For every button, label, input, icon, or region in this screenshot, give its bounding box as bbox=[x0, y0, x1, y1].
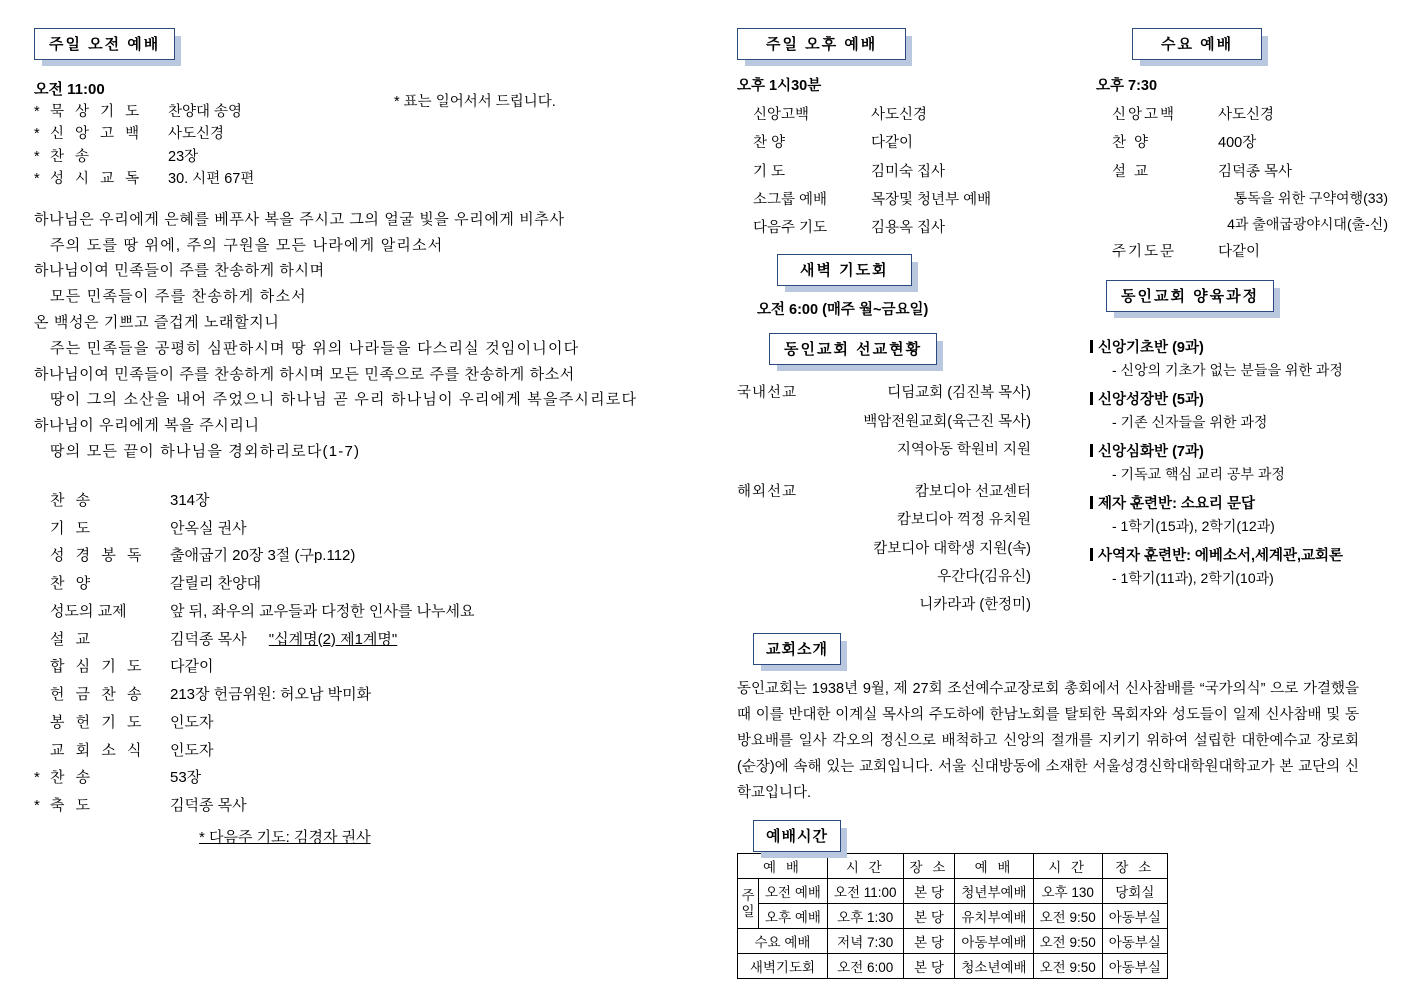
course-entry bbox=[1090, 336, 1390, 380]
standing-star: * bbox=[34, 797, 40, 815]
order-row bbox=[34, 487, 674, 515]
order-label: 찬 송 bbox=[50, 491, 94, 509]
standing-star: * bbox=[34, 769, 40, 787]
wednesday-sermon-sub1: 통독을 위한 구약여행(33) bbox=[1233, 189, 1388, 206]
domestic-mission bbox=[737, 379, 1037, 464]
order-label: 성도의 교제 bbox=[50, 602, 127, 620]
col-header: 예 배 bbox=[955, 854, 1033, 879]
cell: 오전 9:50 bbox=[1033, 929, 1102, 954]
order-value: 사도신경 bbox=[1218, 107, 1275, 123]
course-title: 신앙기초반 (9과) bbox=[1098, 339, 1204, 356]
sunday-morning-section bbox=[34, 28, 674, 847]
cell: 오후 130 bbox=[1033, 879, 1102, 904]
course-desc: - 기존 신자들을 위한 과정 bbox=[1112, 413, 1268, 430]
col-header: 장 소 bbox=[903, 854, 955, 879]
order-label: 설 교 bbox=[50, 630, 94, 648]
order-value: 53장 bbox=[170, 769, 202, 787]
col-header: 장 소 bbox=[1102, 854, 1167, 879]
course-desc: - 신앙의 기초가 없는 분들을 위한 과정 bbox=[1112, 361, 1343, 378]
mission-item: 니카라과 (한정미) bbox=[919, 597, 1031, 614]
course-heading-wrap bbox=[1106, 280, 1390, 312]
order-label: 찬 송 bbox=[50, 148, 93, 165]
order-row bbox=[34, 709, 674, 737]
mission-item: 우간다(김유신) bbox=[937, 568, 1031, 585]
sunday-afternoon-heading-wrap bbox=[737, 28, 1037, 60]
order-value: 인도자 bbox=[170, 713, 214, 731]
wednesday-order-row bbox=[1090, 101, 1390, 129]
order-value: 김덕종 목사 bbox=[170, 630, 247, 648]
day-label-2: 일 bbox=[741, 903, 755, 919]
overseas-mission bbox=[737, 478, 1037, 619]
order-value: 안옥실 권사 bbox=[170, 519, 247, 537]
afternoon-order-row bbox=[737, 101, 1037, 129]
cell: 청소년예배 bbox=[955, 954, 1033, 979]
wednesday-sermon-sub2: 4과 출애굽광야시대(출-신) bbox=[1227, 215, 1388, 232]
order-label: 설 교 bbox=[1112, 163, 1151, 180]
order-label: 주기도문 bbox=[1112, 243, 1177, 260]
order-label: 기 도 bbox=[50, 519, 94, 537]
col-header: 시 간 bbox=[1033, 854, 1102, 879]
order-label: 소그룹 예배 bbox=[753, 191, 828, 208]
order-label: 신앙고백 bbox=[753, 107, 810, 123]
table-row bbox=[738, 954, 1168, 979]
order-value: 213장 헌금위원: 허오남 박미화 bbox=[170, 686, 372, 704]
order-label: 찬 양 bbox=[753, 135, 786, 152]
col-header: 예 배 bbox=[738, 854, 828, 879]
reading-line: 하나님이 우리에게 복을 주시리니 bbox=[34, 417, 260, 435]
reading-line: 땅이 그의 소산을 내어 주었으니 하나님 곧 우리 하나님이 우리에게 복을주시리로다 bbox=[50, 391, 638, 409]
cell: 오전 11:00 bbox=[827, 879, 903, 904]
table-row bbox=[738, 879, 1168, 904]
reading-line: 주의 도를 땅 위에, 주의 구원을 모든 나라에게 알리소서 bbox=[50, 236, 444, 254]
order-label: 성 시 교 독 bbox=[50, 171, 143, 188]
order-label: 신 앙 고 백 bbox=[50, 126, 143, 143]
day-label-cell bbox=[738, 879, 759, 929]
next-week-prayer: * 다음주 기도: 김경자 권사 bbox=[199, 828, 371, 846]
order-row bbox=[34, 146, 674, 168]
cell: 수요 예배 bbox=[738, 929, 828, 954]
wednesday-order-row bbox=[1090, 158, 1390, 186]
mission-heading: 동인교회 선교현황 bbox=[769, 333, 937, 365]
order-value: 찬양대 송영 bbox=[168, 104, 243, 120]
cell: 저녁 7:30 bbox=[827, 929, 903, 954]
order-label: 찬 송 bbox=[50, 769, 94, 787]
mission-item: 캄보디아 대학생 지원(속) bbox=[873, 540, 1031, 557]
afternoon-order-row bbox=[737, 129, 1037, 157]
order-row bbox=[34, 168, 674, 190]
bullet-bar-icon bbox=[1090, 340, 1093, 353]
bullet-bar-icon bbox=[1090, 496, 1093, 509]
course-entry bbox=[1090, 388, 1390, 432]
order-value: 23장 bbox=[168, 148, 199, 165]
order-label: 찬 양 bbox=[50, 575, 94, 593]
cell: 본 당 bbox=[903, 954, 955, 979]
standing-star: * bbox=[34, 104, 40, 120]
wednesday-heading-wrap bbox=[1132, 28, 1390, 60]
responsive-reading bbox=[34, 207, 674, 465]
cell: 본 당 bbox=[903, 879, 955, 904]
table-row bbox=[738, 904, 1168, 929]
order-value: 목장및 청년부 예배 bbox=[871, 191, 992, 208]
worship-order-list bbox=[34, 487, 674, 847]
reading-line: 주는 민족들을 공평히 심판하시며 땅 위의 나라들을 다스리실 것임이니이다 bbox=[50, 339, 580, 357]
order-row-sermon bbox=[34, 626, 674, 654]
order-row bbox=[34, 542, 674, 570]
order-row bbox=[34, 123, 674, 145]
domestic-mission-label: 국내선교 bbox=[737, 385, 798, 402]
cell: 아동부실 bbox=[1102, 929, 1167, 954]
reading-line: 하나님이여 민족들이 주를 찬송하게 하시며 bbox=[34, 262, 325, 280]
cell: 오후 예배 bbox=[759, 904, 828, 929]
cell: 아동부실 bbox=[1102, 954, 1167, 979]
order-label: 다음주 기도 bbox=[753, 220, 828, 237]
day-label-1: 주 bbox=[741, 887, 755, 903]
wednesday-order-row bbox=[1090, 238, 1390, 266]
cell: 새벽기도회 bbox=[738, 954, 828, 979]
course-title: 신앙심화반 (7과) bbox=[1098, 443, 1204, 460]
order-value: 400장 bbox=[1218, 135, 1257, 152]
dawn-prayer-time: 오전 6:00 (매주 월~금요일) bbox=[757, 302, 929, 319]
cell: 청년부예배 bbox=[955, 879, 1033, 904]
order-value: 갈릴리 찬양대 bbox=[170, 575, 262, 593]
dawn-prayer-heading: 새벽 기도회 bbox=[777, 254, 912, 286]
order-row bbox=[34, 681, 674, 709]
order-value: 30. 시편 67편 bbox=[168, 171, 255, 188]
col-header: 시 간 bbox=[827, 854, 903, 879]
wednesday-heading: 수요 예배 bbox=[1132, 28, 1262, 60]
order-value: 앞 뒤, 좌우의 교우들과 다정한 인사를 나누세요 bbox=[170, 602, 475, 620]
order-row bbox=[34, 515, 674, 543]
service-schedule-table-wrap bbox=[737, 853, 1168, 979]
cell: 오전 9:50 bbox=[1033, 904, 1102, 929]
order-label: 기 도 bbox=[753, 163, 786, 180]
order-value: 사도신경 bbox=[871, 107, 928, 123]
order-value: 인도자 bbox=[170, 741, 214, 759]
sunday-afternoon-time: 오후 1시30분 bbox=[737, 78, 822, 94]
course-heading: 동인교회 양육과정 bbox=[1106, 280, 1274, 312]
course-desc: - 기독교 핵심 교리 공부 과정 bbox=[1112, 465, 1285, 482]
standing-note: * 표는 일어서서 드립니다. bbox=[394, 94, 556, 110]
course-title: 신앙성장반 (5과) bbox=[1098, 391, 1204, 408]
cell: 오전 예배 bbox=[759, 879, 828, 904]
order-label: 교 회 소 식 bbox=[50, 741, 145, 759]
service-time-heading-wrap bbox=[753, 820, 1037, 852]
service-schedule-table bbox=[737, 853, 1168, 979]
order-row bbox=[34, 570, 674, 598]
order-label: 합 심 기 도 bbox=[50, 658, 145, 676]
course-entry bbox=[1090, 492, 1390, 536]
sunday-morning-time: 오전 11:00 bbox=[34, 81, 105, 98]
bullet-bar-icon bbox=[1090, 392, 1093, 405]
order-value: 김미숙 집사 bbox=[871, 163, 946, 180]
order-value: 사도신경 bbox=[168, 126, 225, 143]
cell: 유치부예배 bbox=[955, 904, 1033, 929]
order-value: 출애굽기 20장 3절 (구p.112) bbox=[170, 547, 356, 565]
cell: 오후 1:30 bbox=[827, 904, 903, 929]
mission-item: 캄보디아 선교센터 bbox=[914, 484, 1031, 501]
cell: 본 당 bbox=[903, 904, 955, 929]
church-intro-heading: 교회소개 bbox=[753, 633, 841, 665]
sunday-morning-heading-wrap bbox=[34, 28, 674, 60]
order-value: 김덕종 목사 bbox=[1218, 163, 1293, 180]
order-row bbox=[34, 653, 674, 681]
order-label: 신앙고백 bbox=[1112, 107, 1177, 123]
sunday-afternoon-heading: 주일 오후 예배 bbox=[737, 28, 906, 60]
cell: 아동부실 bbox=[1102, 904, 1167, 929]
order-label: 봉 헌 기 도 bbox=[50, 713, 145, 731]
mission-item: 백암전원교회(육근진 목사) bbox=[863, 413, 1031, 430]
order-value: 다같이 bbox=[871, 135, 914, 152]
order-label: 성 경 봉 독 bbox=[50, 547, 145, 565]
sermon-title: "십계명(2) 제1계명" bbox=[268, 630, 398, 648]
mission-item: 지역아동 학원비 지원 bbox=[896, 441, 1031, 458]
afternoon-order-row bbox=[737, 186, 1037, 214]
course-desc: - 1학기(15과), 2학기(12과) bbox=[1112, 517, 1275, 534]
wednesday-service-section bbox=[1090, 28, 1390, 588]
cell: 아동부예배 bbox=[955, 929, 1033, 954]
order-row bbox=[34, 764, 674, 792]
course-entry bbox=[1090, 544, 1390, 588]
reading-line: 모든 민족들이 주를 찬송하게 하소서 bbox=[50, 288, 307, 306]
course-desc: - 1학기(11과), 2학기(10과) bbox=[1112, 569, 1274, 586]
order-row bbox=[34, 737, 674, 765]
standing-star: * bbox=[34, 126, 40, 143]
order-row bbox=[34, 598, 674, 626]
order-label: 찬 양 bbox=[1112, 135, 1151, 152]
order-value: 다같이 bbox=[1218, 243, 1261, 260]
church-intro-heading-wrap bbox=[753, 633, 1037, 665]
cell: 본 당 bbox=[903, 929, 955, 954]
order-label: 헌 금 찬 송 bbox=[50, 686, 145, 704]
order-row bbox=[34, 792, 674, 820]
dawn-prayer-heading-wrap bbox=[777, 254, 1037, 286]
sunday-morning-heading: 주일 오전 예배 bbox=[34, 28, 175, 60]
order-value: 김덕종 목사 bbox=[170, 797, 247, 815]
course-list bbox=[1090, 336, 1390, 588]
reading-line: 땅의 모든 끝이 하나님을 경외하리로다(1-7) bbox=[50, 443, 361, 461]
wednesday-order-row bbox=[1090, 129, 1390, 157]
table-row bbox=[738, 929, 1168, 954]
reading-line: 온 백성은 기쁘고 즐겁게 노래할지니 bbox=[34, 314, 280, 332]
order-value: 314장 bbox=[170, 491, 210, 509]
course-title: 사역자 훈련반: 에베소서,세계관,교회론 bbox=[1098, 547, 1344, 564]
order-label: 축 도 bbox=[50, 797, 94, 815]
cell: 당회실 bbox=[1102, 879, 1167, 904]
cell: 오전 6:00 bbox=[827, 954, 903, 979]
church-intro-text: 동인교회는 1938년 9월, 제 27회 조선예수교장로회 총회에서 신사참배를 “국가의식” 으로 가결했을 때 이를 반대한 이계실 목사의 주도하에 한남노회를 탈퇴한 목회자와 성도들이 일제 신사참배 및 동방요배를 일사 각오의 정신으로 배척하고 신앙의 절개를 지키기 위하여 설립한 대한예수교 장로회(순장)에 속해 있는 교회입니다. 서울 신대방동에 소재한 서울성경신학대학원대학교가 본 교단의 신학교입니다. bbox=[737, 681, 1359, 801]
afternoon-order-row bbox=[737, 158, 1037, 186]
service-time-heading: 예배시간 bbox=[753, 820, 841, 852]
mission-item: 캄보디아 꺽정 유치원 bbox=[896, 512, 1031, 529]
order-value: 다같이 bbox=[170, 658, 214, 676]
standing-star: * bbox=[34, 148, 40, 165]
bullet-bar-icon bbox=[1090, 548, 1093, 561]
cell: 오전 9:50 bbox=[1033, 954, 1102, 979]
overseas-mission-label: 해외선교 bbox=[737, 484, 798, 501]
mission-item: 디딤교회 (김진복 목사) bbox=[887, 385, 1031, 402]
course-title: 제자 훈련반: 소요리 문답 bbox=[1098, 495, 1255, 512]
afternoon-order-row bbox=[737, 214, 1037, 242]
standing-star: * bbox=[34, 171, 40, 188]
order-label: 묵 상 기 도 bbox=[50, 104, 143, 120]
order-value: 김용옥 집사 bbox=[871, 220, 946, 237]
reading-line: 하나님이여 민족들이 주를 찬송하게 하시며 모든 민족으로 주를 찬송하게 하소서 bbox=[34, 365, 575, 383]
course-entry bbox=[1090, 440, 1390, 484]
order-row bbox=[34, 101, 674, 123]
bullet-bar-icon bbox=[1090, 444, 1093, 457]
wednesday-time: 오후 7:30 bbox=[1096, 78, 1158, 94]
mission-heading-wrap bbox=[769, 333, 1037, 365]
reading-line: 하나님은 우리에게 은혜를 베푸사 복을 주시고 그의 얼굴 빛을 우리에게 비추사 bbox=[34, 210, 565, 228]
